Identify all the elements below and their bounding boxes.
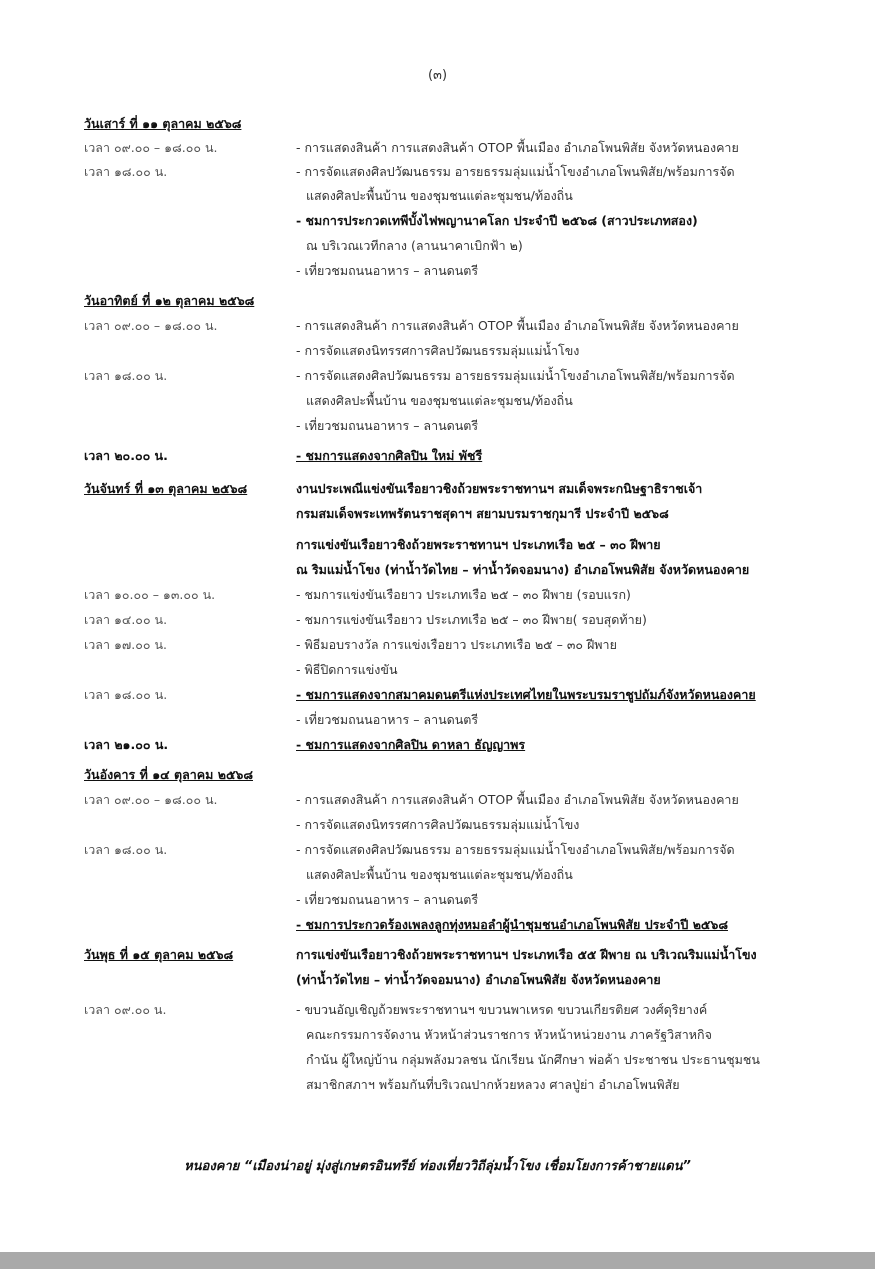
time-label: เวลา ๑๘.๐๐ น. (84, 687, 168, 702)
time-label: เวลา ๒๑.๐๐ น. (84, 737, 169, 752)
schedule-row (0, 234, 875, 258)
schedule-row (0, 733, 875, 757)
schedule-row (0, 1023, 875, 1047)
activity-text: งานประเพณีแข่งขันเรือยาวชิงถ้วยพระราชทานฯ สมเด็จพระกนิษฐาธิราชเจ้า (296, 481, 703, 496)
activity-text: - พิธีมอบรางวัล การแข่งเรือยาว ประเภทเรือ ๒๕ – ๓๐ ฝีพาย (296, 637, 617, 652)
day-heading: วันเสาร์ ที่ ๑๑ ตุลาคม ๒๕๖๘ (84, 116, 242, 131)
schedule-row (0, 813, 875, 837)
activity-text: - ชมการแสดงจากสมาคมดนตรีแห่งประเทศไทยในพระบรมราชูปถัมภ์จังหวัดหนองคาย (296, 687, 756, 702)
activity-text: แสดงศิลปะพื้นบ้าน ของชุมชนแต่ละชุมชน/ท้องถิ่น (306, 867, 573, 882)
activity-text: ณ ริมแม่น้ำโขง (ท่าน้ำวัดไทย – ท่าน้ำวัดจอมนาง) อำเภอโพนพิสัย จังหวัดหนองคาย (296, 562, 750, 577)
page-number: (๓) (427, 68, 448, 83)
activity-text: กำนัน ผู้ใหญ่บ้าน กลุ่มพลังมวลชน นักเรียน นักศึกษา พ่อค้า ประชาชน ประธานชุมชน (306, 1052, 760, 1067)
schedule-row (0, 444, 875, 468)
schedule-row (0, 838, 875, 862)
time-label: เวลา ๑๘.๐๐ น. (84, 164, 168, 179)
time-label: เวลา ๐๙.๐๐ น. (84, 1002, 167, 1017)
footer-slogan: หนองคาย “เมืองน่าอยู่ มุ่งสู่เกษตรอินทรีย์ ท่องเที่ยววิถีลุ่มน้ำโขง เชื่อมโยงการค้าชายแดน” (184, 1159, 691, 1174)
schedule-row (0, 583, 875, 607)
time-label: เวลา ๐๙.๐๐ – ๑๘.๐๐ น. (84, 318, 218, 333)
schedule-row (0, 136, 875, 160)
activity-text: - การแสดงสินค้า การแสดงสินค้า OTOP พื้นเมือง อำเภอโพนพิสัย จังหวัดหนองคาย (296, 792, 739, 807)
schedule-row (0, 788, 875, 812)
activity-text: - ชมการแข่งขันเรือยาว ประเภทเรือ ๒๕ – ๓๐ ฝีพาย( รอบสุดท้าย) (296, 612, 647, 627)
activity-text: สมาชิกสภาฯ พร้อมกันที่บริเวณปากห้วยหลวง ศาลปู่ย่า อำเภอโพนพิสัย (306, 1077, 680, 1092)
time-label: เวลา ๑๗.๐๐ น. (84, 637, 168, 652)
schedule-row (0, 1073, 875, 1097)
activity-text: - เที่ยวชมถนนอาหาร – ลานดนตรี (296, 263, 479, 278)
time-label: เวลา ๑๔.๐๐ น. (84, 612, 168, 627)
schedule-row (0, 414, 875, 438)
schedule-row (0, 364, 875, 388)
schedule-row (0, 209, 875, 233)
schedule-row (0, 339, 875, 363)
schedule-row (0, 968, 875, 992)
time-label: เวลา ๑๐.๐๐ – ๑๓.๐๐ น. (84, 587, 216, 602)
day-heading-row (0, 943, 875, 967)
activity-text: - การจัดแสดงศิลปวัฒนธรรม อารยธรรมลุ่มแม่น้ำโขงอำเภอโพนพิสัย/พร้อมการจัด (296, 842, 735, 857)
activity-text: - การแสดงสินค้า การแสดงสินค้า OTOP พื้นเมือง อำเภอโพนพิสัย จังหวัดหนองคาย (296, 140, 739, 155)
schedule-row (0, 558, 875, 582)
activity-text: - การแสดงสินค้า การแสดงสินค้า OTOP พื้นเมือง อำเภอโพนพิสัย จังหวัดหนองคาย (296, 318, 739, 333)
day-heading: วันพุธ ที่ ๑๕ ตุลาคม ๒๕๖๘ (84, 947, 234, 962)
time-label: เวลา ๒๐.๐๐ น. (84, 448, 168, 463)
activity-text: - การจัดแสดงศิลปวัฒนธรรม อารยธรรมลุ่มแม่น้ำโขงอำเภอโพนพิสัย/พร้อมการจัด (296, 164, 735, 179)
day-heading: วันจันทร์ ที่ ๑๓ ตุลาคม ๒๕๖๘ (84, 481, 248, 496)
time-label: เวลา ๑๘.๐๐ น. (84, 368, 168, 383)
activity-text: - ขบวนอัญเชิญถ้วยพระราชทานฯ ขบวนพาเหรด ขบวนเกียรติยศ วงศ์ดุริยางค์ (296, 1002, 708, 1017)
activity-text: แสดงศิลปะพื้นบ้าน ของชุมชนแต่ละชุมชน/ท้องถิ่น (306, 393, 573, 408)
activity-text: - การจัดแสดงนิทรรศการศิลปวัฒนธรรมลุ่มแม่น้ำโขง (296, 343, 580, 358)
day-heading: วันอังคาร ที่ ๑๔ ตุลาคม ๒๕๖๘ (84, 767, 253, 782)
schedule-row (0, 998, 875, 1022)
schedule-row (0, 533, 875, 557)
time-label: เวลา ๐๙.๐๐ – ๑๘.๐๐ น. (84, 792, 218, 807)
activity-text: แสดงศิลปะพื้นบ้าน ของชุมชนแต่ละชุมชน/ท้องถิ่น (306, 188, 573, 203)
bottom-bar (0, 1252, 875, 1269)
time-label: เวลา ๑๘.๐๐ น. (84, 842, 168, 857)
activity-text: - เที่ยวชมถนนอาหาร – ลานดนตรี (296, 892, 479, 907)
day-heading-row (0, 477, 875, 501)
day-heading: วันอาทิตย์ ที่ ๑๒ ตุลาคม ๒๕๖๘ (84, 293, 255, 308)
schedule-row (0, 633, 875, 657)
schedule-row (0, 314, 875, 338)
activity-text: - ชมการแสดงจากศิลปิน ดาหลา ธัญญาพร (296, 737, 526, 752)
activity-text: การแข่งขันเรือยาวชิงถ้วยพระราชทานฯ ประเภทเรือ ๒๕ – ๓๐ ฝีพาย (296, 537, 661, 552)
schedule-row (0, 389, 875, 413)
activity-text: ณ บริเวณเวทีกลาง (ลานนาคาเบิกฟ้า ๒) (306, 238, 523, 253)
day-heading-row (0, 289, 875, 313)
schedule-row (0, 683, 875, 707)
activity-text: กรมสมเด็จพระเทพรัตนราชสุดาฯ สยามบรมราชกุมารี ประจำปี ๒๕๖๘ (296, 506, 669, 521)
activity-text: - ชมการประกวดร้องเพลงลูกทุ่งหมอลำผู้นำชุมชนอำเภอโพนพิสัย ประจำปี ๒๕๖๘ (296, 917, 728, 932)
activity-text: - การจัดแสดงศิลปวัฒนธรรม อารยธรรมลุ่มแม่น้ำโขงอำเภอโพนพิสัย/พร้อมการจัด (296, 368, 735, 383)
activity-text: (ท่าน้ำวัดไทย – ท่าน้ำวัดจอมนาง) อำเภอโพนพิสัย จังหวัดหนองคาย (296, 972, 661, 987)
activity-text: - พิธีปิดการแข่งขัน (296, 662, 398, 677)
schedule-row (0, 658, 875, 682)
schedule-row (0, 184, 875, 208)
schedule-row (0, 913, 875, 937)
activity-text: - ชมการแสดงจากศิลปิน ใหม่ พัชรี (296, 448, 483, 463)
activity-text: - ชมการประกวดเทพีบั้งไฟพญานาคโลก ประจำปี ๒๕๖๘ (สาวประเภทสอง) (296, 213, 698, 228)
schedule-row (0, 888, 875, 912)
schedule-row (0, 259, 875, 283)
day-heading-row (0, 763, 875, 787)
activity-text: - ชมการแข่งขันเรือยาว ประเภทเรือ ๒๕ – ๓๐ ฝีพาย (รอบแรก) (296, 587, 631, 602)
schedule-row (0, 160, 875, 184)
activity-text: - เที่ยวชมถนนอาหาร – ลานดนตรี (296, 712, 479, 727)
schedule-row (0, 502, 875, 526)
day-heading-row (0, 112, 875, 136)
schedule-row (0, 863, 875, 887)
schedule-row (0, 708, 875, 732)
time-label: เวลา ๐๙.๐๐ – ๑๘.๐๐ น. (84, 140, 218, 155)
activity-text: การแข่งขันเรือยาวชิงถ้วยพระราชทานฯ ประเภทเรือ ๕๕ ฝีพาย ณ บริเวณริมแม่น้ำโขง (296, 947, 757, 962)
activity-text: - เที่ยวชมถนนอาหาร – ลานดนตรี (296, 418, 479, 433)
activity-text: คณะกรรมการจัดงาน หัวหน้าส่วนราชการ หัวหน้าหน่วยงาน ภาครัฐวิสาหกิจ (306, 1027, 712, 1042)
activity-text: - การจัดแสดงนิทรรศการศิลปวัฒนธรรมลุ่มแม่น้ำโขง (296, 817, 580, 832)
schedule-row (0, 608, 875, 632)
schedule-row (0, 1048, 875, 1072)
